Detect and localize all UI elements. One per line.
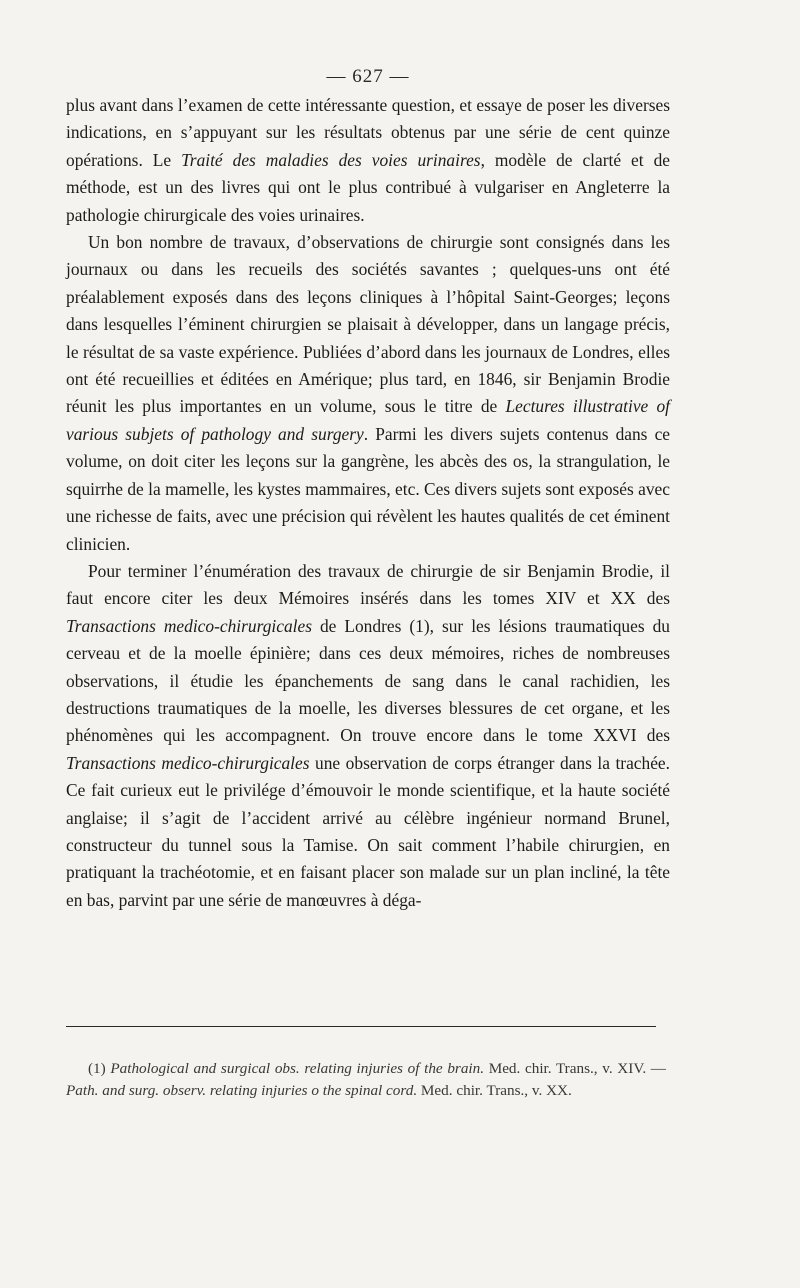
footnote-text: Med. chir. Trans., v. XIV. — (484, 1060, 666, 1077)
text-segment: une observation de corps étranger dans la trachée. Ce fait curieux eut le privilége d’émouvoir le monde scientifique, et la haute société anglaise; il s’agit de l’accident arrivé au célèbre ingénieur normand Brunel, constructeur du tunnel sous la Tamise. On sait comment l’habile chirurgien, en pratiquant la trachéotomie, et en faisant placer son malade sur un plan incliné, la tête en bas, parvint par une série de manœuvres à déga- (66, 752, 670, 910)
text-segment: . Parmi les divers sujets contenus dans ce volume, on doit citer les leçons sur la gangrène, les abcès des os, la strangulation, le squirrhe de la mamelle, les kystes mammaires, etc. Ces divers sujets sont exposés avec une richesse de faits, avec une précision qui révèlent les hautes qualités de cet éminent clinicien. (66, 423, 671, 554)
text-segment: plus avant dans l’examen de cette intéressante question, et essaye de poser les diverses indications, en s’appuyant sur les résultats obtenus par une série de cent quinze opérations. Le (66, 95, 670, 170)
italic-title: Transactions medico-chirurgicales (66, 615, 312, 636)
page-number: — 627 — (326, 66, 410, 87)
paragraph (66, 558, 670, 914)
footnote-title: Pathological and surgical obs. relating injuries of the brain. (110, 1060, 485, 1077)
footnote-marker: (1) (88, 1060, 111, 1077)
body-text (66, 92, 670, 914)
text-segment: Pour terminer l’énumération des travaux de chirurgie de sir Benjamin Brodie, il faut encore citer les deux Mémoires insérés dans les tomes XIV et XX des (66, 560, 670, 609)
italic-title: Lectures illustrative of various subjets of pathology and surgery (66, 396, 670, 444)
italic-title: Transactions medico-chirurgicales (66, 752, 310, 773)
page (66, 66, 670, 914)
footnote-text: Med. chir. Trans., v. XX. (417, 1081, 572, 1099)
text-segment: , modèle de clarté et de méthode, est un des livres qui ont le plus contribué à vulgariser en Angleterre la pathologie chirurgicale des voies urinaires. (66, 149, 671, 225)
text-segment: de Londres (1), sur les lésions traumatiques du cerveau et de la moelle épinière; dans ces deux mémoires, riches de nombreuses observations, il étudie les épanchements de sang dans le canal rachidien, les destructions traumatiques de la moelle, les diverses blessures de cet organe, et les phénomènes qui les accompagnent. On trouve encore dans le tome XXVI des (66, 615, 670, 746)
paragraph (66, 229, 670, 558)
italic-title: Traité des maladies des voies urinaires (181, 149, 481, 170)
text-segment: Un bon nombre de travaux, d’observations de chirurgie sont consignés dans les journaux ou dans les recueils des sociétés savantes ; quelques-uns ont été préalablement exposés dans des leçons cliniques à l’hôpital Saint-Georges; leçons dans lesquelles l’éminent chirurgien se plaisait à développer, dans un langage précis, le résultat de sa vaste expérience. Publiées d’abord dans les journaux de Londres, elles ont été recueillies et éditées en Amérique; plus tard, en 1846, sir Benjamin Brodie réunit les plus importantes en un volume, sous le titre de (66, 232, 670, 417)
footnote-divider (66, 1026, 656, 1027)
footnote (66, 1058, 666, 1101)
footnote-title: Path. and surg. observ. relating injuries o the spinal cord. (66, 1081, 418, 1099)
paragraph (66, 92, 670, 229)
